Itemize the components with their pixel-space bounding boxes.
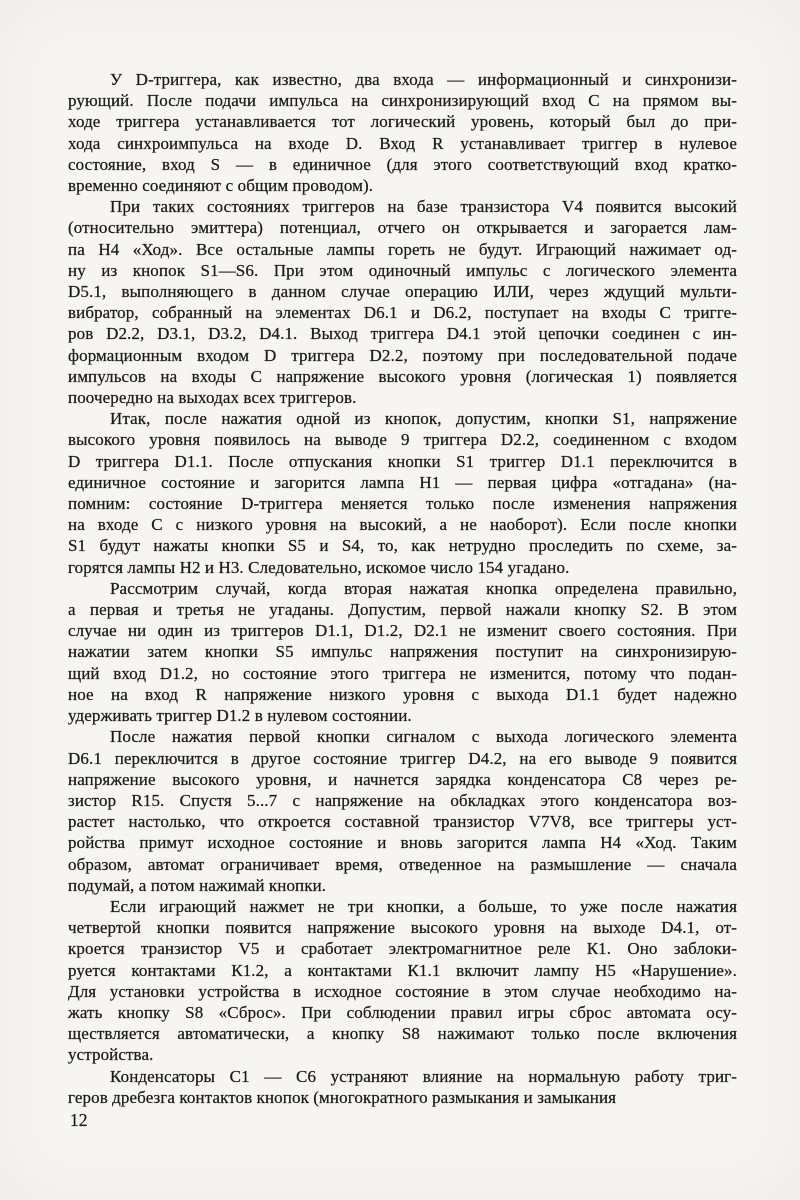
text-line: подумай, а потом нажимай кнопки. [68,875,327,895]
text-line: ществляется автоматически, а кнопку S8 нажимают только после включения [68,1024,737,1044]
text-line: единичное состояние и загорится лампа Н1 — первая цифра «отгадана» (на- [68,472,737,492]
text-line: случае ни один из триггеров D1.1, D1.2, D2.1 не изменит своего состояния. При [68,621,737,641]
text-line: па Н4 «Ход». Все остальные лампы гореть не будут. Играющий нажимает од- [68,239,737,259]
text-line: четвертой кнопки появится напряжение высокого уровня на выходе D4.1, от- [68,918,737,938]
paragraph [68,896,737,1066]
text-line: поочередно на выходах всех триггеров. [68,388,357,408]
paragraph [68,1066,737,1108]
text-line: образом, автомат ограничивает время, отведенное на размышление — сначала [68,854,737,874]
text-line: S1 будут нажаты кнопки S5 и S4, то, как нетрудно проследить по схеме, за- [68,536,737,556]
text-line: Если играющий нажмет не три кнопки, а больше, то уже после нажатия [110,896,737,916]
text-line: ройства примут исходное состояние и вновь загорится лампа Н4 «Ход. Таким [68,833,737,853]
text-line: При таких состояниях триггеров на базе транзистора V4 появится высокий [110,197,737,217]
text-line: вибратор, собранный на элементах D6.1 и D6.2, поступает на входы С тригге- [68,303,737,323]
text-line: хода синхроимпульса на входе D. Вход R устанавливает триггер в нулевое [68,133,737,153]
paragraph [68,69,737,196]
text-line: D5.1, выполняющего в данном случае операцию ИЛИ, через ждущий мульти- [68,282,737,302]
paragraph [68,578,737,726]
text-line: У D-триггера, как известно, два входа — информационный и синхронизи- [110,70,737,89]
text-line: нажатии затем кнопки S5 импульс напряжения поступит на синхронизирую- [68,642,737,662]
text-line: жать кнопку S8 «Сброс». При соблюдении правил игры сброс автомата осу- [68,1002,737,1022]
page-number: 12 [70,1110,88,1130]
text-line: высокого уровня появилось на выводе 9 триггера D2.2, соединенном с входом [68,430,737,450]
text-line: D триггера D1.1. После отпускания кнопки S1 триггер D1.1 переключится в [68,451,737,471]
paragraph [68,196,737,408]
text-line: импульсов на входы С напряжение высокого уровня (логическая 1) появляется [68,366,737,386]
text-line: напряжение высокого уровня, и начнется зарядка конденсатора С8 через ре- [68,769,737,789]
text-line: временно соединяют с общим проводом). [68,176,374,196]
text-line: растет настолько, что откроется составной транзистор V7V8, все триггеры уст- [68,812,737,832]
text-line: (относительно эмиттера) потенциал, отчего он открывается и загорается лам- [68,218,737,238]
paragraph [68,408,737,578]
text-line: D6.1 переключится в другое состояние триггер D4.2, на его выводе 9 появится [68,748,737,768]
text-line: руется контактами К1.2, а контактами К1.1 включит лампу Н5 «Нарушение». [68,960,737,980]
text-line: горятся лампы Н2 и Н3. Следовательно, искомое число 154 угадано. [68,557,570,577]
text-line: Итак, после нажатия одной из кнопок, допустим, кнопки S1, напряжение [110,409,737,429]
text-line: Рассмотрим случай, когда вторая нажатая кнопка определена правильно, [110,578,737,598]
text-line: ходе триггера устанавливается тот логический уровень, который был до при- [68,112,737,132]
text-line: геров дребезга контактов кнопок (многократного размыкания и замыкания [68,1087,617,1107]
text-line: ров D2.2, D3.1, D3.2, D4.1. Выход триггера D4.1 этой цепочки соединен с ин- [68,324,737,344]
text-line: кроется транзистор V5 и сработает электромагнитное реле К1. Оно заблоки- [68,939,737,959]
text-line: Для установки устройства в исходное состояние в этом случае необходимо на- [68,981,737,1001]
text-line: устройства. [68,1045,154,1065]
text-line: удерживать триггер D1.2 в нулевом состоянии. [68,706,412,726]
text-line: ное на вход R напряжение низкого уровня с выхода D1.1 будет надежно [68,684,737,704]
text-line: щий вход D1.2, но состояние этого триггера не изменится, потому что подан- [68,663,737,683]
text-line: состояние, вход S — в единичное (для этого соответствующий вход кратко- [68,154,737,174]
text-line: ну из кнопок S1—S6. При этом одиночный импульс с логического элемента [68,260,737,280]
text-line: формационным входом D триггера D2.2, поэтому при последовательной подаче [68,345,737,365]
text-line: Конденсаторы С1 — С6 устраняют влияние на нормальную работу триг- [110,1066,737,1086]
paragraph [68,726,737,896]
text-line: рующий. После подачи импульса на синхронизирующий вход С на прямом вы- [68,91,737,111]
text-block [68,69,737,1108]
text-line: После нажатия первой кнопки сигналом с выхода логического элемента [110,727,737,747]
text-line: помним: состояние D-триггера меняется только после изменения напряжения [68,494,737,514]
text-line: на входе С с низкого уровня на высокий, а не наоборот). Если после кнопки [68,515,737,535]
text-line: а первая и третья не угаданы. Допустим, первой нажали кнопку S2. В этом [68,600,737,620]
text-line: зистор R15. Спустя 5...7 с напряжение на обкладках этого конденсатора воз- [68,790,737,810]
